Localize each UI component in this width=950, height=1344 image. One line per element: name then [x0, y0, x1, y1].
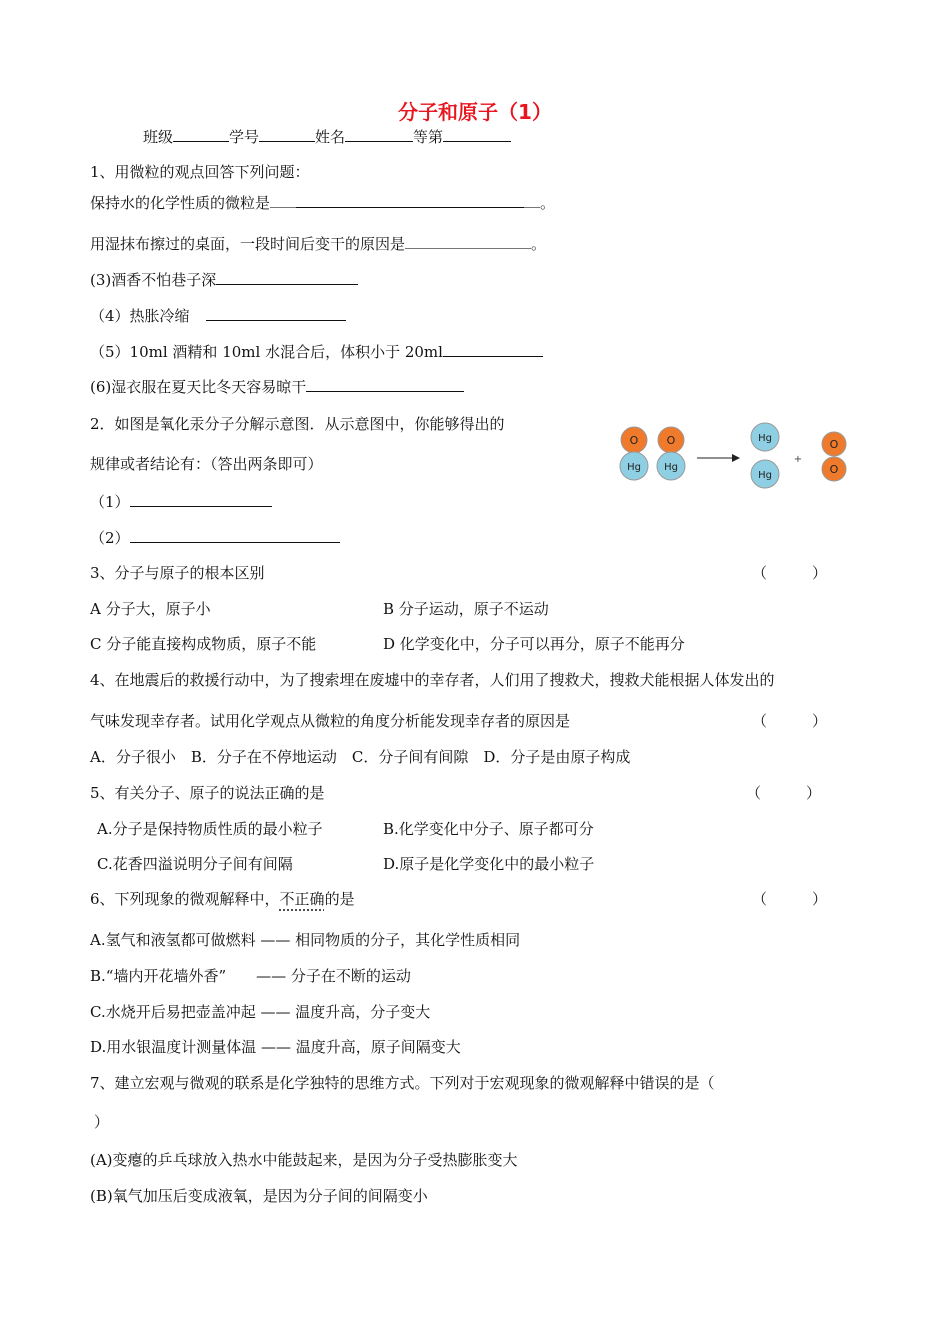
oxygen-molecule: [822, 432, 846, 481]
q1-b: [90, 234, 546, 254]
class-blank[interactable]: [173, 127, 229, 142]
class-label: 班级: [143, 128, 174, 146]
q6-stem-post: 的是: [324, 890, 355, 908]
q6-option-a: A.氢气和液氢都可做燃料 —— 相同物质的分子，其化学性质相同: [90, 931, 521, 949]
oxygen-atom-label: O: [629, 434, 639, 447]
oxygen-atom-label: O: [829, 463, 839, 476]
grade-blank[interactable]: [443, 127, 511, 142]
q5-option-c: C.花香四溢说明分子间有间隔: [97, 855, 293, 873]
q1-stem: 1、用微粒的观点回答下列问题：: [90, 163, 310, 181]
grade-label: 等第: [413, 128, 444, 146]
q6-answer-paren[interactable]: （ ）: [752, 890, 828, 908]
id-label: 学号: [229, 128, 260, 146]
q1-item3-blank[interactable]: [216, 270, 358, 285]
oxygen-atom-label: O: [666, 434, 676, 447]
q4-stem-line1: 4、在地震后的救援行动中，为了搜索埋在废墟中的幸存者，人们用了搜救犬，搜救犬能根据人体发出的: [90, 671, 775, 689]
reaction-arrow: [697, 454, 740, 462]
q7-stem: 7、建立宏观与微观的联系是化学独特的思维方式。下列对于宏观现象的微观解释中错误的是（: [90, 1074, 715, 1092]
q7-option-b: (B)氧气加压后变成液氧，是因为分子间的间隔变小: [90, 1187, 428, 1205]
mercury-atom-label: Hg: [627, 462, 641, 473]
q1-a-lead: [270, 193, 296, 208]
mercury-atom-label: Hg: [664, 462, 678, 473]
mercury-atom-label: Hg: [758, 470, 772, 481]
mercury-oxide-decomposition-diagram: [612, 418, 857, 493]
q1-item5: [90, 342, 543, 362]
q1-item5-text: （5）10ml 酒精和 10ml 水混合后，体积小于 20ml: [90, 343, 443, 361]
q2-stem-line1: 2．如图是氧化汞分子分解示意图．从示意图中，你能够得出的: [90, 415, 505, 433]
q3-stem: 3、分子与原子的根本区别: [90, 564, 265, 582]
q1-b-blank[interactable]: [405, 234, 531, 249]
q1-b-end: 。: [531, 235, 547, 253]
q2-stem-line2: 规律或者结论有：（答出两条即可）: [90, 455, 323, 473]
q5-option-d: D.原子是化学变化中的最小粒子: [383, 855, 595, 873]
q6-stem-pre: 6、下列现象的微观解释中，: [90, 890, 280, 908]
q3-answer-paren[interactable]: （ ）: [752, 564, 828, 582]
q1-item3-text: (3)酒香不怕巷子深: [90, 271, 217, 289]
q4-answer-paren[interactable]: （ ）: [752, 712, 828, 730]
q6-option-b: B.“墙内开花墙外香” —— 分子在不断的运动: [90, 967, 411, 985]
q6-option-d: D.用水银温度计测量体温 —— 温度升高，原子间隔变大: [90, 1038, 461, 1056]
q5-answer-paren[interactable]: （ ）: [746, 784, 822, 802]
q2-answer2: [90, 528, 340, 548]
q1-item5-blank[interactable]: [443, 342, 543, 357]
hgo-molecule-1: [620, 427, 648, 480]
q1-item4: [90, 306, 346, 326]
q5-option-a: A.分子是保持物质性质的最小粒子: [97, 820, 323, 838]
q7-option-a: (A)变瘪的乒乓球放入热水中能鼓起来，是因为分子受热膨胀变大: [90, 1151, 518, 1169]
q1-a-blank[interactable]: [296, 193, 524, 208]
name-label: 姓名: [315, 128, 346, 146]
q4-options: A．分子很小 B．分子在不停地运动 C．分子间有间隙 D．分子是由原子构成: [90, 748, 631, 766]
q2-answer1-label: （1）: [90, 493, 130, 511]
mercury-products: [751, 423, 779, 488]
q3-option-c: C 分子能直接构成物质，原子不能: [90, 635, 317, 653]
q4-stem-line2: 气味发现幸存者。试用化学观点从微粒的角度分析能发现幸存者的原因是: [90, 712, 571, 730]
q3-option-b: B 分子运动，原子不运动: [383, 600, 549, 618]
q1-item3: [90, 270, 358, 290]
q6-option-c: C.水烧开后易把壶盖冲起 —— 温度升高，分子变大: [90, 1003, 431, 1021]
q6-stem: [90, 889, 355, 909]
q2-answer1: [90, 492, 272, 512]
q3-option-d: D 化学变化中，分子可以再分，原子不能再分: [383, 635, 685, 653]
q1-b-text: 用湿抹布擦过的桌面，一段时间后变干的原因是: [90, 235, 406, 253]
q3-option-a: A 分子大，原子小: [90, 600, 211, 618]
q1-item4-text: （4）热胀冷缩: [90, 307, 190, 325]
id-blank[interactable]: [259, 127, 315, 142]
q1-a-text: 保持水的化学性质的微粒是: [90, 194, 271, 212]
q1-a-tail: [524, 193, 540, 208]
page-title: 分子和原子（1）: [398, 100, 552, 124]
mercury-atom-label: Hg: [758, 433, 772, 444]
name-blank[interactable]: [345, 127, 413, 142]
q6-stem-emphasis: 不正确: [279, 890, 325, 908]
q7-stem-close: ）: [94, 1113, 110, 1131]
q1-a-end: 。: [540, 194, 556, 212]
q2-answer2-blank[interactable]: [130, 528, 340, 543]
plus-sign: +: [793, 454, 803, 465]
oxygen-atom-label: O: [829, 438, 839, 451]
q2-answer1-blank[interactable]: [130, 492, 272, 507]
q1-item6-blank[interactable]: [306, 377, 464, 392]
q1-a: [90, 193, 555, 213]
q5-stem: 5、有关分子、原子的说法正确的是: [90, 784, 325, 802]
q2-answer2-label: （2）: [90, 529, 130, 547]
q5-option-b: B.化学变化中分子、原子都可分: [383, 820, 594, 838]
student-info-line: [143, 127, 511, 147]
q1-item6: [90, 377, 464, 397]
q1-item4-blank[interactable]: [206, 306, 346, 321]
hgo-molecule-2: [657, 427, 685, 480]
q1-item6-text: (6)湿衣服在夏天比冬天容易晾干: [90, 378, 307, 396]
